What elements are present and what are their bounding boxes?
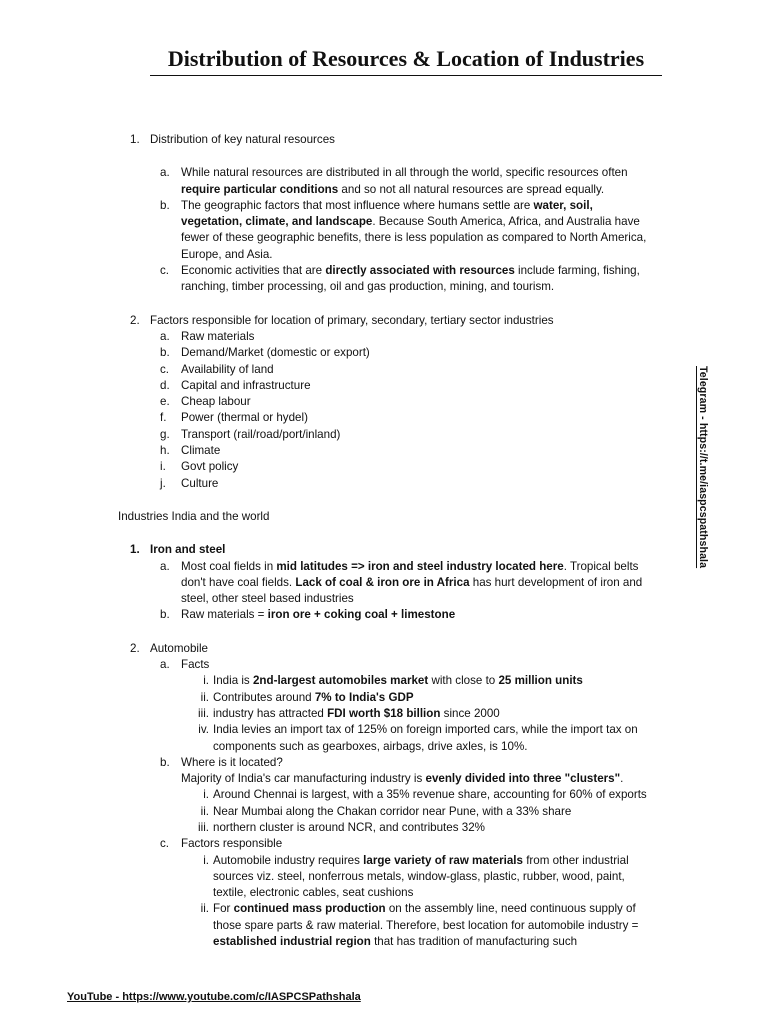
telegram-link[interactable] (697, 366, 715, 606)
list-item: a. While natural resources are distributed in all through the world, specific resources often require particular conditions and so not all natural resources are spread equally. (160, 166, 628, 196)
sub-list-item: i. Around Chennai is largest, with a 35% revenue share, accounting for 60% of exports (203, 788, 647, 802)
sub-list-item: ii. Near Mumbai along the Chakan corridor near Pune, with a 33% share (200, 804, 572, 818)
list-item: j. Culture (160, 476, 219, 490)
list-item: a. Raw materials (160, 329, 255, 343)
section-heading (0, 132, 700, 148)
document-body (0, 132, 700, 950)
section-iron-steel (0, 542, 700, 623)
sub-list-item: ii. For continued mass production on the assembly line, need continuous supply of those spare parts & raw material. Therefore, best location for automobile industry = established industrial region that has tradition of manufacturing such (200, 902, 639, 949)
section-title: Factors responsible for location of primary, secondary, tertiary sector industries (150, 313, 554, 327)
list-item: b. The geographic factors that most influence where humans settle are water, soil, vegetation, climate, and landscape. Because South America, Africa, and Australia have fewer of these geographic benefits, there is less population as compared to North America, Europe, and Asia. (160, 198, 647, 261)
section-number: 1. (130, 133, 140, 146)
sub-list-item: i. Automobile industry requires large variety of raw materials from other industrial sources viz. steel, nonferrous metals, window-glass, plastic, rubber, wood, paint, textile, electronic cables, seat cushions (203, 853, 629, 900)
list-item: a. Facts (160, 658, 210, 672)
list-item: b. Demand/Market (domestic or export) (160, 346, 370, 360)
section-title: Iron and steel (150, 543, 226, 557)
section-heading (0, 313, 700, 329)
section-title: Distribution of key natural resources (150, 133, 335, 146)
section-factors (0, 313, 700, 492)
list-item: b. Raw materials = iron ore + coking coal + limestone (160, 608, 456, 622)
sub-list-item: ii. Contributes around 7% to India's GDP (200, 690, 414, 704)
industries-heading: Industries India and the world (118, 509, 270, 523)
list-item: e. Cheap labour (160, 395, 251, 409)
list-item: c. Factors responsible (160, 837, 283, 851)
list-marker: a. (160, 166, 170, 180)
sub-list-item: i. India is 2nd-largest automobiles market with close to 25 million units (203, 674, 583, 688)
list-item: c. Availability of land (160, 362, 274, 376)
sub-list-item: iii. northern cluster is around NCR, and contributes 32% (198, 820, 485, 834)
telegram-link-text[interactable]: Telegram - https://t.me/iaspcspathshala (697, 366, 709, 569)
list-item: f. Power (thermal or hydel) (160, 411, 308, 425)
document-title: Distribution of Resources & Location of Industries (150, 46, 662, 76)
list-item-text: Majority of India's car manufacturing industry is evenly divided into three "clusters". (181, 772, 624, 786)
list-item: d. Capital and infrastructure (160, 378, 311, 392)
section-resources (0, 132, 700, 296)
section-title: Automobile (150, 641, 209, 655)
section-heading (0, 641, 700, 657)
sub-list-item: iii. industry has attracted FDI worth $18 billion since 2000 (198, 706, 500, 720)
section-heading (0, 542, 700, 558)
section-number: 2. (130, 641, 140, 655)
list-marker: c. (160, 264, 170, 278)
list-item: h. Climate (160, 444, 221, 458)
list-item: g. Transport (rail/road/port/inland) (160, 427, 341, 441)
list-item: c. Economic activities that are directly associated with resources include farming, fishing, ranching, timber processing, oil and gas production, mining, and tourism. (160, 264, 640, 294)
list-item: b. Where is it located? (160, 755, 283, 769)
youtube-link[interactable]: YouTube - https://www.youtube.com/c/IASPCSPathshala (67, 991, 361, 1003)
section-number: 2. (130, 313, 140, 327)
list-item: a. Most coal fields in mid latitudes => iron and steel industry located here. Tropical belts don't have coal fields. Lack of coal & iron ore in Africa has hurt development of iron and steel, other steel based industries (160, 559, 643, 606)
section-number: 1. (130, 543, 140, 557)
list-marker: b. (160, 198, 170, 212)
sub-list-item: iv. India levies an import tax of 125% on foreign imported cars, while the import tax on components such as gearboxes, airbags, drive axles, is 10%. (198, 723, 638, 753)
section-automobile (0, 641, 700, 951)
list-item: i. Govt policy (160, 460, 239, 474)
